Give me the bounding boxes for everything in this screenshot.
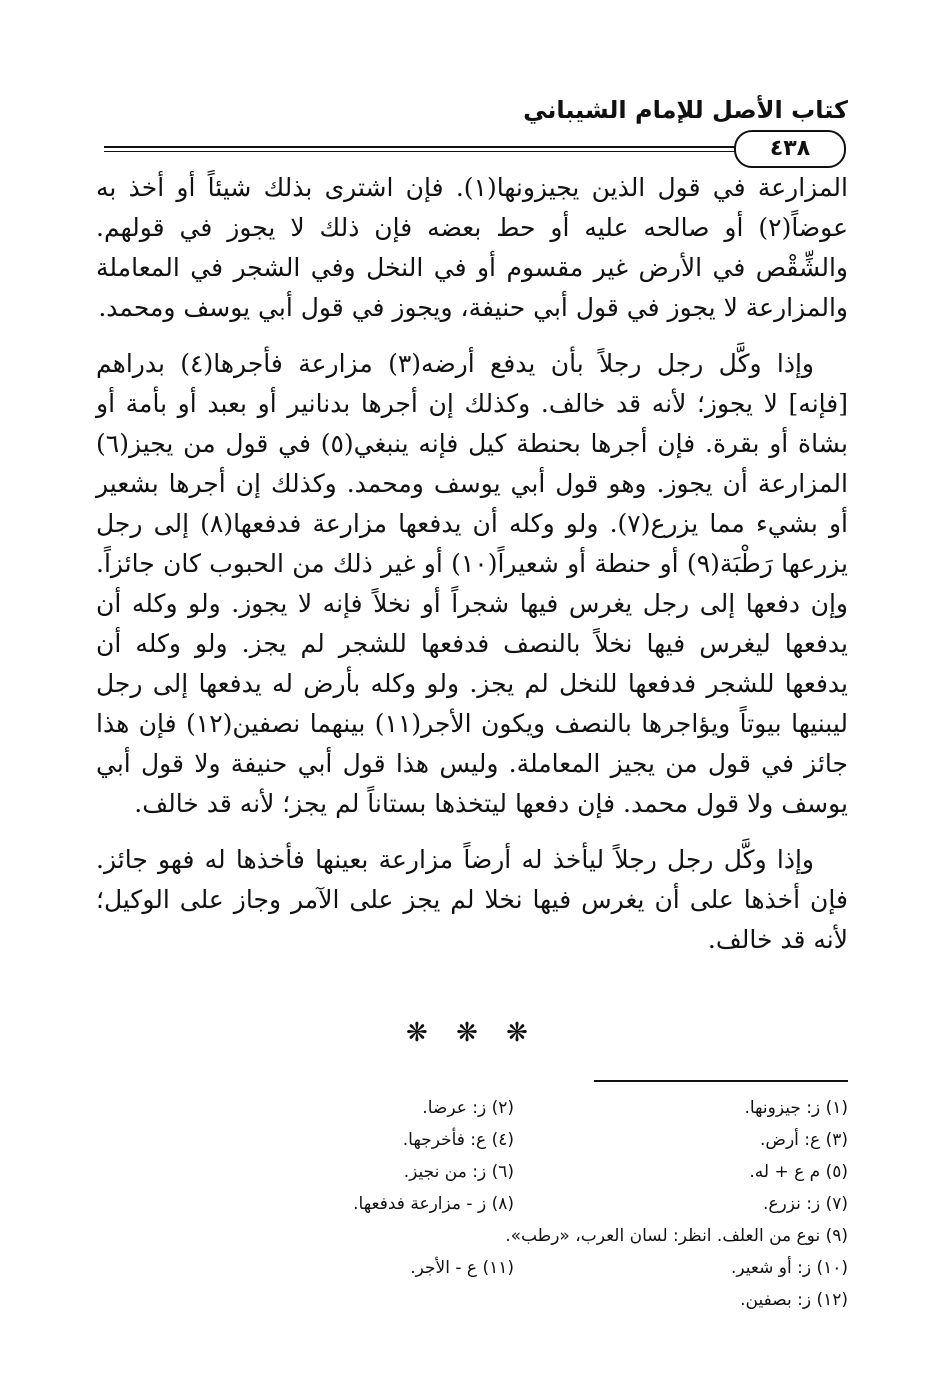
- footnote: (٣) ع: أرض.: [760, 1130, 848, 1150]
- footnote-row: [180, 1252, 848, 1284]
- footnote: (١٢) ز: بصفين.: [740, 1290, 848, 1310]
- footnote: (٨) ز - مزارعة فدفعها.: [353, 1194, 514, 1214]
- page-number: ٤٣٨: [734, 130, 846, 168]
- footnote: (١١) ع - الأجر.: [410, 1258, 514, 1278]
- footnotes: [180, 1092, 848, 1316]
- footnote: (٢) ز: عرضا.: [422, 1098, 514, 1118]
- footnote-row: [180, 1092, 848, 1124]
- footnote-row: [180, 1124, 848, 1156]
- footnote: (٦) ز: من نجيز.: [403, 1162, 514, 1182]
- footnote-row: [180, 1220, 848, 1252]
- footnote: (١٠) ز: أو شعير.: [731, 1258, 848, 1278]
- footnote-row: [180, 1156, 848, 1188]
- book-title: كتاب الأصل للإمام الشيباني: [523, 96, 848, 124]
- footnote: (٩) نوع من العلف. انظر: لسان العرب، «رطب».: [505, 1226, 848, 1246]
- paragraph: وإذا وكَّل رجل رجلاً بأن يدفع أرضه(٣) مزارعة فأجرها(٤) بدراهم [فإنه] لا يجوز؛ لأنه قد خالف. وكذلك إن أجرها بدنانير أو بعبد أو بأمة أو بشاة أو بقرة. فإن أجرها بحنطة كيل فإنه ينبغي(٥) في قول من يجيز(٦) المزارعة أن يجوز. وهو قول أبي يوسف ومحمد. وكذلك إن أجرها بشعير أو بشيء مما يزرع(٧). ولو وكله أن يدفعها مزارعة فدفعها(٨) إلى رجل يزرعها رَطْبَة(٩) أو حنطة أو شعيراً(١٠) أو غير ذلك من الحبوب كان جائزاً. وإن دفعها إلى رجل يغرس فيها شجراً أو نخلاً فإنه لا يجوز. ولو وكله أن يدفعها ليغرس فيها نخلاً بالنصف فدفعها للشجر لم يجز. ولو وكله أن يدفعها للشجر فدفعها للنخل لم يجز. ولو وكله بأرض له يدفعها إلى رجل ليبنيها بيوتاً ويؤاجرها بالنصف ويكون الأجر(١١) بينهما نصفين(١٢) فإن هذا جائز في قول من يجيز المعاملة. وليس هذا قول أبي حنيفة ولا قول أبي يوسف ولا قول محمد. فإن دفعها ليتخذها بستاناً لم يجز؛ لأنه قد خالف.: [96, 349, 849, 818]
- header-rule: [104, 146, 804, 152]
- paragraph: وإذا وكَّل رجل رجلاً ليأخذ له أرضاً مزارعة بعينها فأخذها له فهو جائز. فإن أخذها على أن يغرس فيها نخلا لم يجز على الآمر وجاز على الوكيل؛ لأنه قد خالف.: [96, 845, 848, 954]
- footnote-rule: [594, 1080, 848, 1082]
- footnote-row: [180, 1284, 848, 1316]
- footnote: (٧) ز: نزرع.: [762, 1194, 848, 1214]
- main-text: [96, 168, 848, 976]
- footnote: (١) ز: جيزونها.: [744, 1098, 848, 1118]
- section-separator: ❋ ❋ ❋: [406, 1018, 538, 1048]
- footnote-row: [180, 1188, 848, 1220]
- footnote: (٤) ع: فأخرجها.: [402, 1130, 514, 1150]
- paragraph: المزارعة في قول الذين يجيزونها(١). فإن اشترى بذلك شيئاً أو أخذ به عوضاً(٢) أو صالحه عليه أو حط بعضه فإن ذلك لا يجوز في قولهم. والشِّقْص في الأرض غير مقسوم أو في النخل وفي الشجر في المعاملة والمزارعة لا يجوز في قول أبي حنيفة، ويجوز في قول أبي يوسف ومحمد.: [96, 173, 848, 322]
- footnote: (٥) م ع + له.: [749, 1162, 848, 1182]
